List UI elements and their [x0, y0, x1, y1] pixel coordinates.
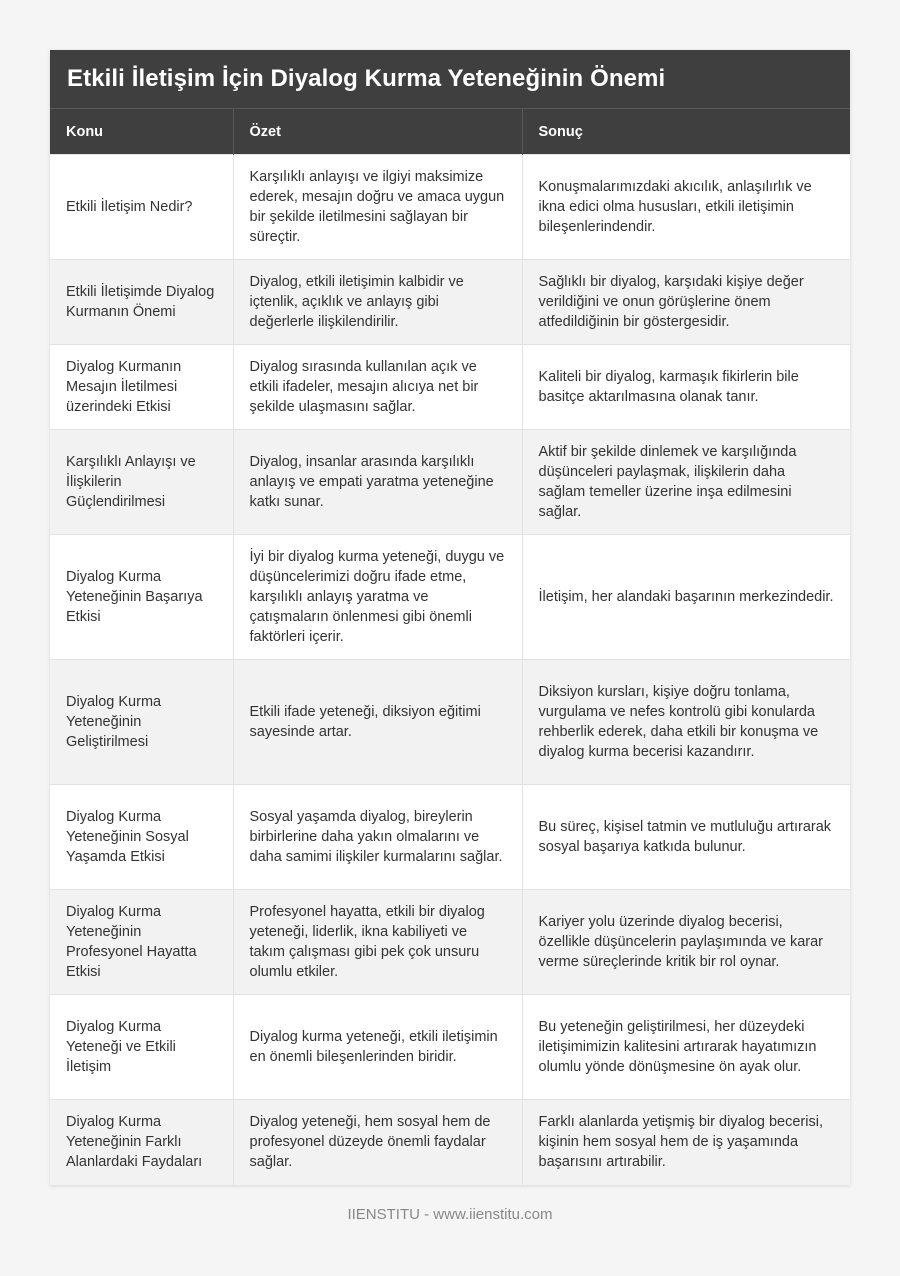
cell-sonuc: Farklı alanlarda yetişmiş bir diyalog becerisi, kişinin hem sosyal hem de iş yaşamında başarısını artırabilir. — [522, 1100, 850, 1185]
data-table — [50, 108, 850, 1185]
table-row — [50, 890, 850, 995]
cell-sonuc: İletişim, her alandaki başarının merkezindedir. — [522, 535, 850, 660]
content-card — [50, 50, 850, 1185]
cell-ozet: İyi bir diyalog kurma yeteneği, duygu ve düşüncelerimizi doğru ifade etme, karşılıklı anlayış yaratma ve çatışmaların önlenmesi gibi önemli faktörleri içerir. — [233, 535, 522, 660]
cell-konu: Diyalog Kurma Yeteneğinin Geliştirilmesi — [50, 660, 233, 785]
cell-konu: Diyalog Kurma Yeteneğinin Sosyal Yaşamda Etkisi — [50, 785, 233, 890]
cell-konu: Diyalog Kurma Yeteneği ve Etkili İletişim — [50, 995, 233, 1100]
cell-konu: Diyalog Kurma Yeteneğinin Farklı Alanlardaki Faydaları — [50, 1100, 233, 1185]
column-header-konu: Konu — [50, 109, 233, 155]
table-row — [50, 345, 850, 430]
cell-ozet: Diyalog sırasında kullanılan açık ve etkili ifadeler, mesajın alıcıya net bir şekilde ulaşmasını sağlar. — [233, 345, 522, 430]
cell-ozet: Diyalog kurma yeteneği, etkili iletişimin en önemli bileşenlerinden biridir. — [233, 995, 522, 1100]
cell-ozet: Sosyal yaşamda diyalog, bireylerin birbirlerine daha yakın olmalarını ve daha samimi ilişkiler kurmalarını sağlar. — [233, 785, 522, 890]
column-header-ozet: Özet — [233, 109, 522, 155]
cell-ozet: Profesyonel hayatta, etkili bir diyalog yeteneği, liderlik, ikna kabiliyeti ve takım çalışması gibi pek çok unsuru olumlu etkiler. — [233, 890, 522, 995]
table-row — [50, 660, 850, 785]
cell-sonuc: Kariyer yolu üzerinde diyalog becerisi, özellikle düşüncelerin paylaşımında ve karar verme süreçlerinde kritik bir rol oynar. — [522, 890, 850, 995]
footer-credit: IIENSTITU - www.iienstitu.com — [347, 1206, 553, 1223]
table-row — [50, 260, 850, 345]
page-title: Etkili İletişim İçin Diyalog Kurma Yeteneğinin Önemi — [67, 65, 666, 92]
cell-konu: Etkili İletişim Nedir? — [50, 155, 233, 260]
cell-sonuc: Sağlıklı bir diyalog, karşıdaki kişiye değer verildiğini ve onun görüşlerine önem atfedildiğinin bir göstergesidir. — [522, 260, 850, 345]
cell-konu: Karşılıklı Anlayışı ve İlişkilerin Güçlendirilmesi — [50, 430, 233, 535]
table-row — [50, 430, 850, 535]
table-row — [50, 785, 850, 890]
cell-sonuc: Bu süreç, kişisel tatmin ve mutluluğu artırarak sosyal başarıya katkıda bulunur. — [522, 785, 850, 890]
cell-ozet: Diyalog, etkili iletişimin kalbidir ve içtenlik, açıklık ve anlayış gibi değerlerle ilişkilendirilir. — [233, 260, 522, 345]
table-row — [50, 155, 850, 260]
cell-sonuc: Aktif bir şekilde dinlemek ve karşılığında düşünceleri paylaşmak, ilişkilerin daha sağlam temeller üzerine inşa edilmesini sağlar. — [522, 430, 850, 535]
cell-konu: Diyalog Kurma Yeteneğinin Profesyonel Hayatta Etkisi — [50, 890, 233, 995]
table-row — [50, 1100, 850, 1185]
cell-ozet: Diyalog yeteneği, hem sosyal hem de profesyonel düzeyde önemli faydalar sağlar. — [233, 1100, 522, 1185]
table-row — [50, 535, 850, 660]
table-header-row — [50, 109, 850, 155]
cell-sonuc: Kaliteli bir diyalog, karmaşık fikirlerin bile basitçe aktarılmasına olanak tanır. — [522, 345, 850, 430]
title-bar — [50, 50, 850, 108]
cell-konu: Etkili İletişimde Diyalog Kurmanın Önemi — [50, 260, 233, 345]
cell-ozet: Karşılıklı anlayışı ve ilgiyi maksimize ederek, mesajın doğru ve amaca uygun bir şekilde iletilmesini sağlayan bir süreçtir. — [233, 155, 522, 260]
cell-konu: Diyalog Kurmanın Mesajın İletilmesi üzerindeki Etkisi — [50, 345, 233, 430]
cell-sonuc: Bu yeteneğin geliştirilmesi, her düzeydeki iletişimimizin kalitesini artırarak hayatımızın olumlu yönde dönüşmesine ön ayak olur. — [522, 995, 850, 1100]
cell-sonuc: Diksiyon kursları, kişiye doğru tonlama, vurgulama ve nefes kontrolü gibi konularda rehberlik ederek, daha etkili bir konuşma ve diyalog kurma becerisi kazandırır. — [522, 660, 850, 785]
cell-sonuc: Konuşmalarımızdaki akıcılık, anlaşılırlık ve ikna edici olma hususları, etkili iletişimin bileşenlerindendir. — [522, 155, 850, 260]
table-row — [50, 995, 850, 1100]
column-header-sonuc: Sonuç — [522, 109, 850, 155]
cell-ozet: Diyalog, insanlar arasında karşılıklı anlayış ve empati yaratma yeteneğine katkı sunar. — [233, 430, 522, 535]
cell-konu: Diyalog Kurma Yeteneğinin Başarıya Etkisi — [50, 535, 233, 660]
cell-ozet: Etkili ifade yeteneği, diksiyon eğitimi sayesinde artar. — [233, 660, 522, 785]
